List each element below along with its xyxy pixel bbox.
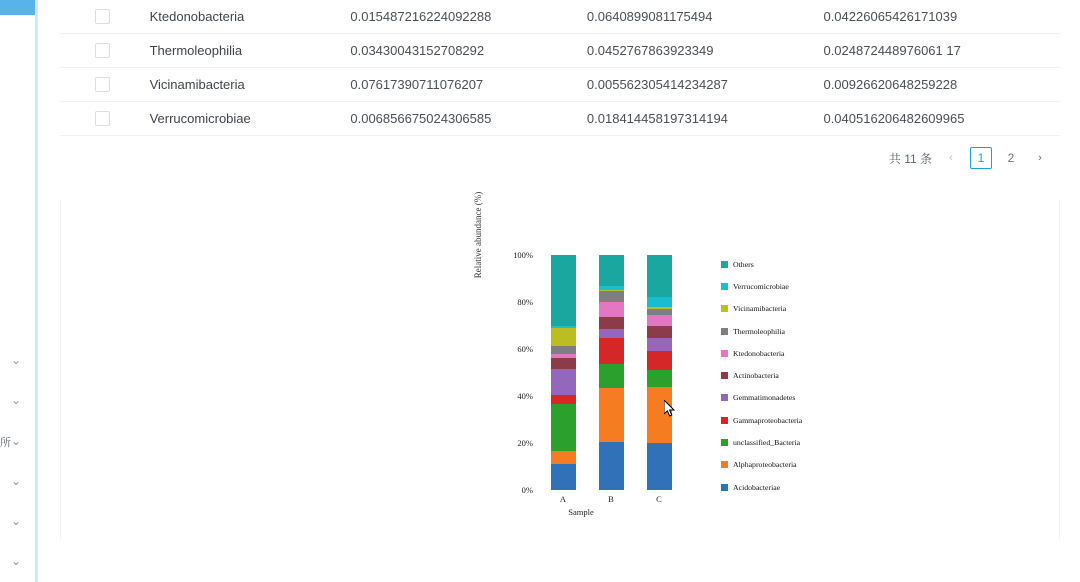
legend-label: Ktedonobacteria — [733, 348, 785, 358]
legend-item[interactable] — [721, 320, 841, 342]
table-row[interactable] — [60, 34, 1060, 68]
value-b: 0.0640899081175494 — [586, 9, 713, 24]
bar-segment — [647, 338, 672, 351]
value-a: 0.006856675024306585 — [350, 111, 492, 126]
legend-swatch — [721, 305, 728, 312]
bar-segment — [599, 317, 624, 329]
bar-segment — [551, 346, 576, 354]
x-tick-label: C — [656, 494, 662, 504]
bar-segment — [551, 328, 576, 346]
y-tick-label: 80% — [517, 297, 533, 307]
bar-segment — [647, 297, 672, 306]
table-row[interactable] — [60, 102, 1060, 136]
bar-segment — [551, 358, 576, 369]
legend-swatch — [721, 461, 728, 468]
legend-swatch — [721, 372, 728, 379]
bar-segment — [647, 370, 672, 386]
legend-label: Thermoleophilia — [733, 326, 785, 336]
y-tick-label: 40% — [517, 391, 533, 401]
legend-item[interactable] — [721, 387, 841, 409]
bar-segment — [551, 255, 576, 326]
stacked-bar-chart — [473, 191, 811, 535]
page-2-button[interactable]: 2 — [1007, 151, 1015, 165]
bar-c — [647, 255, 672, 490]
legend-label: unclassified_Bacteria — [733, 438, 801, 448]
rail-chevron-6[interactable]: ⌄ — [10, 554, 22, 568]
legend-label: Gemmatimonadetes — [733, 393, 796, 403]
bar-segment — [647, 315, 672, 326]
row-checkbox[interactable] — [95, 77, 110, 92]
rail-chevron-2[interactable]: ⌄ — [10, 393, 22, 407]
chart-panel — [60, 191, 1060, 540]
legend-item[interactable] — [721, 275, 841, 297]
y-tick-label: 20% — [517, 438, 533, 448]
page-1-button[interactable]: 1 — [970, 147, 992, 169]
table-row[interactable] — [60, 0, 1060, 34]
legend-label: Gammaproteobacteria — [733, 415, 803, 425]
bar-segment — [647, 326, 672, 339]
next-page-button[interactable]: › — [1038, 152, 1042, 164]
value-a: 0.03430043152708292 — [350, 43, 485, 58]
rail-chevron-5[interactable]: ⌄ — [10, 514, 22, 528]
legend-label: Acidobacteriae — [733, 482, 781, 492]
y-tick-label: 0% — [521, 485, 533, 495]
legend-item[interactable] — [721, 253, 841, 275]
taxon-name: Vicinamibacteria — [149, 77, 245, 92]
row-checkbox[interactable] — [95, 111, 110, 126]
x-tick-label: A — [559, 494, 567, 504]
legend-item[interactable] — [721, 409, 841, 431]
bar-a — [551, 255, 576, 490]
value-b: 0.018414458197314194 — [586, 111, 728, 126]
bar-segment — [551, 451, 576, 464]
legend-label: Others — [733, 259, 754, 269]
bar-segment — [647, 443, 672, 490]
pagination — [889, 147, 1050, 169]
row-checkbox[interactable] — [95, 43, 110, 58]
bar-segment — [647, 387, 672, 443]
bar-segment — [599, 329, 624, 338]
x-axis-title: Sample — [568, 507, 594, 517]
y-tick-label: 100% — [513, 250, 533, 260]
bar-segment — [647, 255, 672, 297]
bar-segment — [551, 369, 576, 395]
rail-chevron-1[interactable]: ⌄ — [10, 353, 22, 367]
row-select-cell — [60, 77, 111, 92]
value-a: 0.015487216224092288 — [350, 9, 492, 24]
rail-chevron-3[interactable]: ⌄ — [10, 434, 22, 448]
legend-label: Actinobacteria — [733, 371, 779, 381]
y-axis-title: Relative abundance (%) — [473, 191, 483, 279]
rail-label: 所 — [0, 437, 11, 449]
bar-segment — [551, 464, 576, 490]
prev-page-button[interactable]: ‹ — [949, 152, 953, 164]
abundance-table — [60, 0, 1060, 136]
value-c: 0.024872448976061 17 — [823, 43, 961, 58]
row-checkbox[interactable] — [95, 9, 110, 24]
legend-item[interactable] — [721, 364, 841, 386]
table-row[interactable] — [60, 68, 1060, 102]
legend-swatch — [721, 283, 728, 290]
legend-swatch — [721, 328, 728, 335]
value-a: 0.07617390711076207 — [350, 77, 484, 92]
bar-b — [599, 255, 624, 490]
legend-label: Vicinamibacteria — [733, 304, 787, 314]
bar-segment — [599, 255, 624, 286]
bar-segment — [599, 291, 624, 302]
legend-item[interactable] — [721, 342, 841, 364]
bar-segment — [599, 442, 624, 490]
total-count-label: 共 11 条 — [888, 151, 932, 166]
legend-swatch — [721, 439, 728, 446]
row-select-cell — [60, 111, 111, 126]
bar-segment — [551, 395, 576, 404]
value-c: 0.04226065426171039 — [823, 9, 958, 24]
legend-item[interactable] — [721, 476, 841, 498]
value-b: 0.0452767863923349 — [586, 43, 714, 58]
left-rail — [0, 0, 36, 582]
plot-area — [541, 255, 696, 490]
legend-item[interactable] — [721, 298, 841, 320]
rail-chevron-4[interactable]: ⌄ — [10, 474, 22, 488]
legend-swatch — [721, 350, 728, 357]
bar-segment — [599, 364, 624, 388]
value-c: 0.00926620648259228 — [823, 77, 958, 92]
x-tick-label: B — [608, 494, 614, 504]
taxon-name: Ktedonobacteria — [149, 9, 245, 24]
bar-segment — [551, 404, 576, 451]
row-select-cell — [60, 43, 111, 58]
bar-segment — [647, 351, 672, 370]
legend-item[interactable] — [721, 454, 841, 476]
y-tick-label: 60% — [517, 344, 533, 354]
legend-swatch — [721, 394, 728, 401]
value-c: 0.040516206482609965 — [823, 111, 965, 126]
bar-segment — [599, 338, 624, 364]
taxon-name: Thermoleophilia — [149, 43, 243, 58]
legend-label: Alphaproteobacteria — [733, 460, 797, 470]
value-b: 0.005562305414234287 — [586, 77, 728, 92]
taxon-name: Verrucomicrobiae — [149, 111, 251, 126]
legend-label: Verrucomicrobiae — [733, 281, 789, 291]
legend-swatch — [721, 261, 728, 268]
row-select-cell — [60, 9, 111, 24]
legend-item[interactable] — [721, 431, 841, 453]
chart-legend — [721, 253, 841, 498]
rail-top-indicator — [0, 0, 35, 15]
bar-segment — [599, 388, 624, 442]
legend-swatch — [721, 484, 728, 491]
legend-swatch — [721, 417, 728, 424]
bar-segment — [599, 302, 624, 317]
